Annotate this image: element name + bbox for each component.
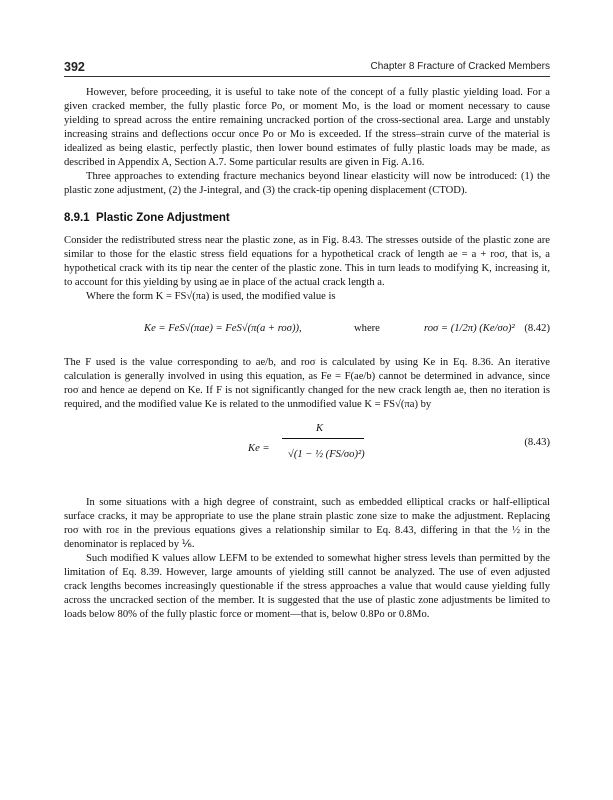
section-number: 8.9.1 [64, 212, 90, 224]
chapter-title: Chapter 8 Fracture of Cracked Members [370, 61, 550, 72]
section-heading [64, 211, 550, 225]
paragraph-modified-k-limits: Such modified K values allow LEFM to be extended to somewhat higher stress levels than permitted by the limitation of Eq. 8.39. However, large amounts of yielding still cannot be analyzed. The use of even adjusted crack lengths becomes increasingly questionable if the stress approaches a value that would cause yielding fully across the uncracked section of the member. It is suggested that the use of plastic zone adjustments be limited to loads below 80% of the fully plastic force or moment—that is, below 0.8Po or 0.8Mo. [64, 553, 550, 620]
fraction-bar [282, 438, 364, 439]
running-header [64, 60, 550, 76]
equation-8-43 [64, 420, 550, 486]
equation-8-43-number: (8.43) [524, 437, 550, 448]
paragraph-redistributed-stress: Consider the redistributed stress near the plastic zone, as in Fig. 8.43. The stresses outside of the plastic zone are similar to those for the elastic stress field equations for a hypothetical crack of length ae = a + roσ, that is, a hypothetical crack with its tip near the center of the plastic zone. This in turn leads to modifying K, increasing it, to account for this yielding by using ae in place of the actual crack length a. [64, 235, 550, 288]
paragraph-fully-plastic: However, before proceeding, it is useful to take note of the concept of a fully plastic yielding load. For a given cracked member, the fully plastic force Po, or moment Mo, is the load or moment necessary to cause yielding to spread across the entire remaining uncracked portion of the cross-sectional area. Large and unstably increasing strains and deflections occur once Po or Mo is exceeded. If the stress–strain curve of the material is idealized as being elastic, perfectly plastic, then lower bound estimates of fully plastic loads may be made, as described in Appendix A, Section A.7. Some particular results are given in Fig. A.16. [64, 87, 550, 168]
paragraph-three-approaches: Three approaches to extending fracture mechanics beyond linear elasticity will now be introduced: (1) the plastic zone adjustment, (2) the J-integral, and (3) the crack-tip opening displacement (CTOD). [64, 171, 550, 196]
paragraph-constraint: In some situations with a high degree of constraint, such as embedded elliptical cracks or half-elliptical surface cracks, it may be appropriate to use the plane strain plastic zone size to make the adjustment. Replacing roσ with roε in the previous equations gives a relationship similar to Eq. 8.43, differing in that the ½ in the denominator is replaced by ⅙. [64, 497, 550, 550]
equation-8-42-where: where [354, 323, 380, 334]
paragraph-iterative-calculation: The F used is the value corresponding to ae/b, and roσ is calculated by using Ke in Eq. 8.36. An iterative calculation is generally involved in using this equation, as Fe = F(ae/b) cannot be determined in advance, since roσ and hence ae depend on Ke. If F is not significantly changed for the new crack length ae, then no iteration is required, and the modified value Ke is related to the unmodified value K = FS√(πa) by [64, 357, 550, 410]
paragraph-modified-value-intro: Where the form K = FS√(πa) is used, the modified value is [86, 291, 336, 302]
equation-8-43-denominator: √(1 − ½ (FS/σo)²) [288, 449, 365, 460]
equation-8-43-lhs: Ke = [248, 443, 270, 454]
header-rule [64, 76, 550, 77]
equation-8-42-number: (8.42) [524, 323, 550, 334]
page-body [64, 86, 550, 622]
equation-8-42-rhs: roσ = (1/2π) (Ke/σo)² [424, 323, 515, 334]
equation-8-43-numerator: K [316, 423, 324, 434]
section-title: Plastic Zone Adjustment [95, 212, 230, 224]
equation-8-42 [64, 310, 550, 348]
page-number: 392 [64, 60, 85, 74]
equation-8-42-lhs: Ke = FeS√(πae) = FeS√(π(a + roσ)), [144, 323, 302, 334]
